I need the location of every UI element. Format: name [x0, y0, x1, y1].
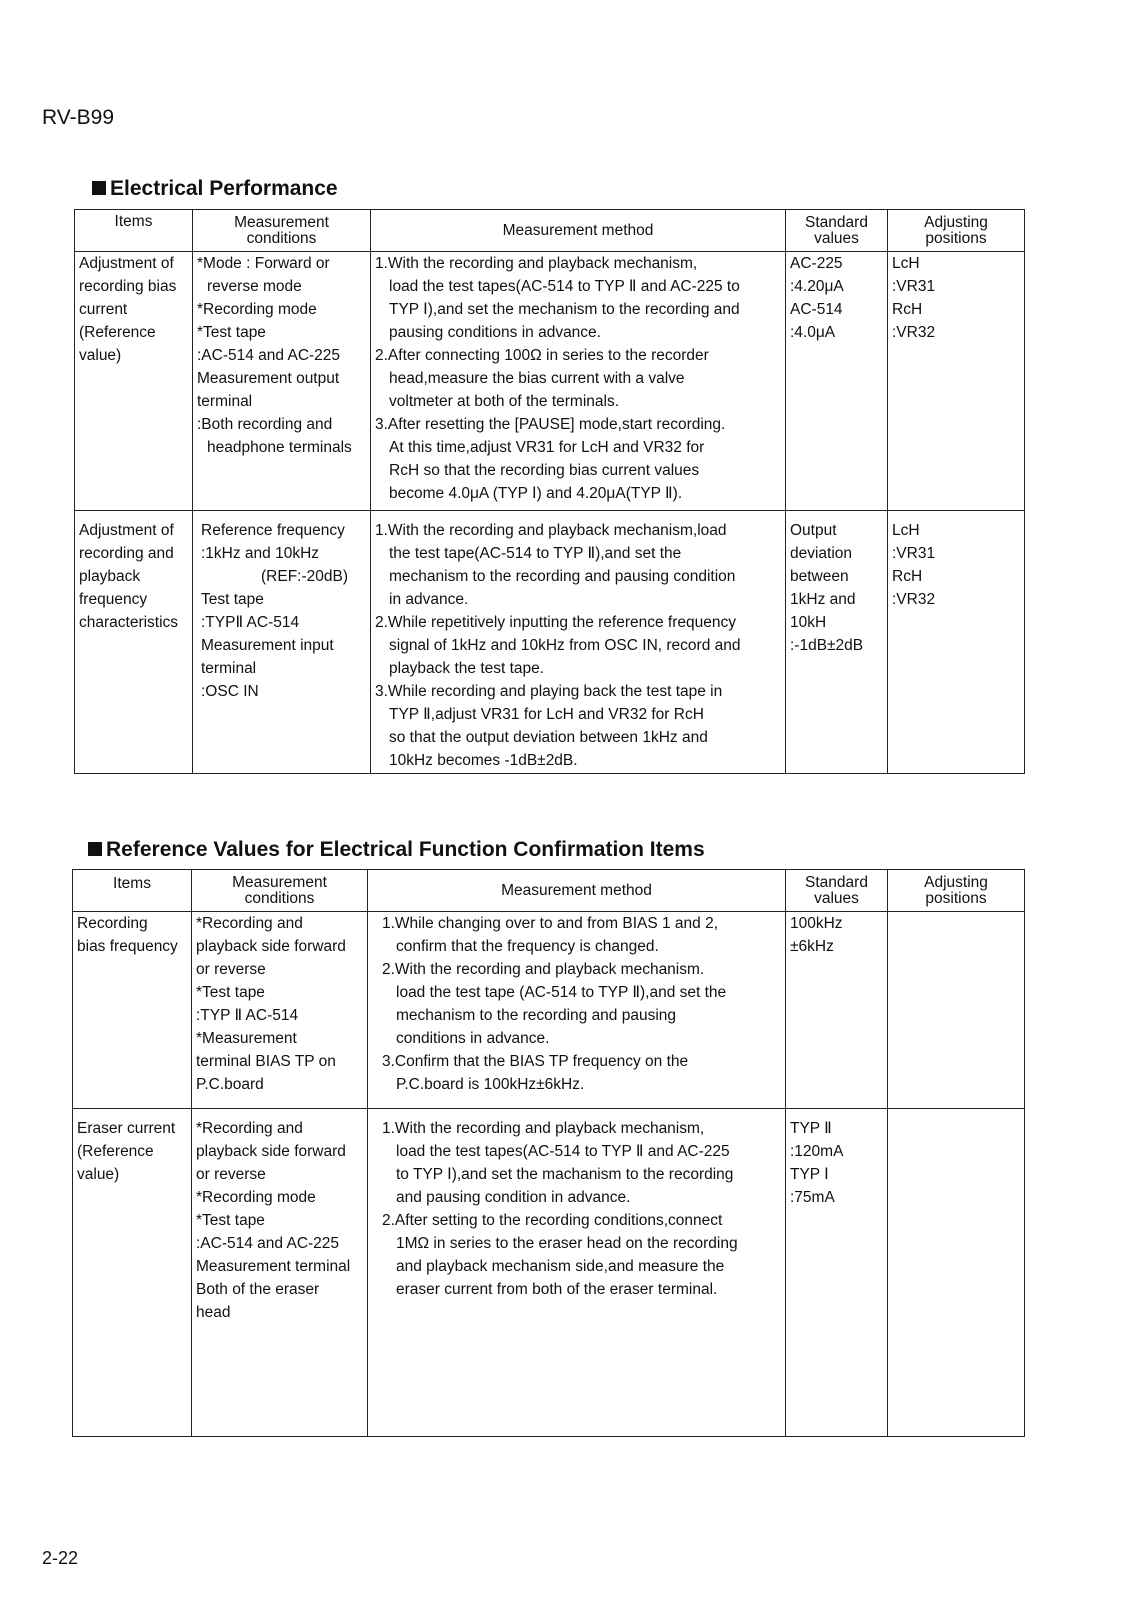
cell-item: Adjustment of recording and playback frequency characteristics [75, 511, 193, 774]
cell-method: 1.With the recording and playback mechanism, load the test tapes(AC-514 to TYP Ⅱ and AC-225 to TYP Ⅰ),and set the mechanism to the recording and pausing conditions in advance. 2.After connecting 100Ω in series to the recorder head,measure the bias current with a valve voltmeter at both of the terminals. 3.After resetting the [PAUSE] mode,start recording. At this time,adjust VR31 for LcH and VR32 for RcH so that the recording bias current values become 4.0μA (TYP Ⅰ) and 4.20μA(TYP Ⅱ). [371, 252, 786, 511]
header-conditions: Measurement conditions [193, 210, 371, 252]
header-conditions: Measurement conditions [192, 870, 368, 912]
header-items: Items [75, 210, 193, 252]
cell-method: 1.While changing over to and from BIAS 1 and 2, confirm that the frequency is changed. 2.With the recording and playback mechanism. load the test tape (AC-514 to TYP Ⅱ),and set the mechanism to the recording and pausing conditions in advance. 3.Confirm that the BIAS TP frequency on the P.C.board is 100kHz±6kHz. [368, 912, 786, 1109]
cell-method: 1.With the recording and playback mechanism, load the test tapes(AC-514 to TYP Ⅱ and AC-225 to TYP Ⅰ),and set the machanism to the recording and pausing condition in advance. 2.After setting to the recording conditions,connect 1MΩ in series to the eraser head on the recording and playback mechanism side,and measure the eraser current from both of the eraser terminal. [368, 1109, 786, 1437]
table-header-row [73, 870, 1025, 912]
header-method: Measurement method [368, 870, 786, 912]
model-label: RV-B99 [42, 106, 114, 129]
header-items: Items [73, 870, 192, 912]
cell-standard: TYP Ⅱ :120mA TYP Ⅰ :75mA [786, 1109, 888, 1437]
header-adjusting: Adjusting positions [888, 210, 1025, 252]
cell-adjusting: LcH :VR31 RcH :VR32 [888, 252, 1025, 511]
cell-conditions: Reference frequency :1kHz and 10kHz (REF:-20dB) Test tape :TYPⅡ AC-514 Measurement input terminal :OSC IN [193, 511, 371, 774]
cell-conditions: *Recording and playback side forward or reverse *Test tape :TYP Ⅱ AC-514 *Measurement terminal BIAS TP on P.C.board [192, 912, 368, 1109]
cell-standard: Output deviation between 1kHz and 10kH :-1dB±2dB [786, 511, 888, 774]
cell-standard: 100kHz ±6kHz [786, 912, 888, 1109]
section-title-electrical-performance [92, 177, 338, 201]
cell-item: Recording bias frequency [73, 912, 192, 1109]
table-row [73, 1109, 1025, 1437]
bullet-square-icon [92, 181, 106, 195]
section-title-text: Electrical Performance [110, 177, 338, 200]
page-number: 2-22 [42, 1548, 79, 1568]
header-adjusting: Adjusting positions [888, 870, 1025, 912]
cell-method: 1.With the recording and playback mechanism,load the test tape(AC-514 to TYP Ⅱ),and set the mechanism to the recording and pausing condition in advance. 2.While repetitively inputting the reference frequency signal of 1kHz and 10kHz from OSC IN, record and playback the test tape. 3.While recording and playing back the test tape in TYP Ⅱ,adjust VR31 for LcH and VR32 for RcH so that the output deviation between 1kHz and 10kHz becomes -1dB±2dB. [371, 511, 786, 774]
bullet-square-icon [88, 842, 102, 856]
table-row [75, 511, 1025, 774]
table-row [75, 252, 1025, 511]
cell-adjusting [888, 1109, 1025, 1437]
table-header-row [75, 210, 1025, 252]
cell-conditions: *Recording and playback side forward or reverse *Recording mode *Test tape :AC-514 and AC-225 Measurement terminal Both of the eraser head [192, 1109, 368, 1437]
cell-adjusting: LcH :VR31 RcH :VR32 [888, 511, 1025, 774]
cell-standard: AC-225 :4.20μA AC-514 :4.0μA [786, 252, 888, 511]
reference-values-table [72, 869, 1025, 1437]
section-title-reference-values [88, 838, 705, 862]
section-title-text: Reference Values for Electrical Function Confirmation Items [106, 838, 705, 861]
table-row [73, 912, 1025, 1109]
cell-conditions: *Mode : Forward or reverse mode *Recording mode *Test tape :AC-514 and AC-225 Measurement output terminal :Both recording and headphone terminals [193, 252, 371, 511]
header-method: Measurement method [371, 210, 786, 252]
cell-item: Eraser current (Reference value) [73, 1109, 192, 1437]
header-standard: Standard values [786, 210, 888, 252]
cell-adjusting [888, 912, 1025, 1109]
electrical-performance-table [74, 209, 1025, 774]
cell-item: Adjustment of recording bias current (Reference value) [75, 252, 193, 511]
header-standard: Standard values [786, 870, 888, 912]
